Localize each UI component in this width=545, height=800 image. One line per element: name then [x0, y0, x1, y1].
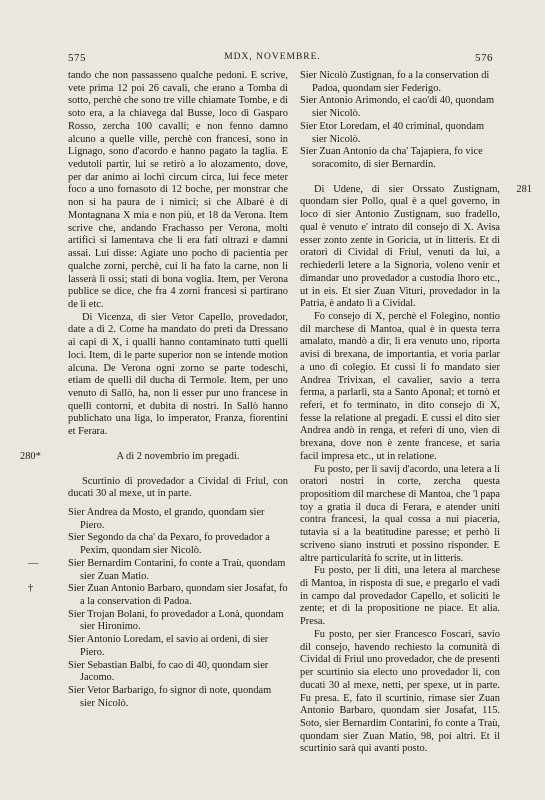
- paragraph-consejo: Fo consejo di X, perchè el Folegino, nontio dil marchese di Mantoa, qual è in questa terra amalato, mandò a dir, li era venuto uno, riporta avisi di brexana, de importantia, et voria parlar a uno di colegio. Et cussi li fo mandato sier Andrea Trivixan, el cavalier, savio a terra ferma, a parlarli, sta a Santo Aponal; et tornò et referì, et fo terminato, in dito consejo di X, fesse la relatione al pregadi. E cussi el dito sier Andrea andò in renga, et referì di uno, vien di brexana, dove non è zente francese, et saria facil impresa etc., ut in relatione.: [300, 310, 500, 462]
- margin-number-280: 280*: [20, 450, 41, 462]
- candidate-item: Sier Bernardim Contarini, fo conte a Traù, quondam sier Zuan Matio.: [68, 557, 286, 582]
- session-heading: A dì 2 novembrio im pregadi.: [116, 450, 240, 462]
- paragraph-posto-foscari: Fu posto, per sier Francesco Foscari, savio dil consejo, havendo rechiesto la comunità di Cividal di Friul uno provedador, che de presenti per scurtinio sia electo uno provedador li, con ducati 30 al mexe, netti, per spexe, ut in parte. Fu presa. E, fato il scurtinio, rimase sier Zuan Antonio Barbaro, quondam sier Josafat, 115. Soto, sier Bernardim Contarini, fo conte a Traù, quondam sier Zuan Matio, 98, poi altri. Et il scurtinio sarà qui avanti posto.: [300, 628, 500, 755]
- candidate-item: Sier Zuan Antonio da cha' Tajapiera, fo vice soracomito, di sier Bernardin.: [300, 146, 483, 171]
- paragraph-vicenza: Di Vicenza, di sier Vetor Capello, provedador, date a dì 2. Come ha mandato do preti da Dressano ai capi di X, i qualli hanno contaminato tutti quelli loci. Item, di le parte superior non se intende motion alcuna. De Verona ogni zorno se parte todeschi, etiam de quelli dil ducha di Termole. Item, per uno venuto di Sallò, ha, non li esser pur uno francese in quelli contorni, et dubita di nostri. In Sallò hanno publichato una liga, lo imperator, Franza, fiorentini et Ferara.: [68, 311, 288, 438]
- candidate-item: Sier Vetor Barbarigo, fo signor di note, quondam sier Nicolò.: [68, 685, 272, 709]
- candidate-item: Sier Antonio Arimondo, el cao'di 40, quondam sier Nicolò.: [300, 95, 495, 120]
- running-header-title: MDX, NOVEMBRE.: [224, 52, 321, 62]
- session-heading-block: [20, 450, 288, 464]
- candidate-item-marked: [28, 583, 288, 608]
- dash-mark: —: [28, 557, 39, 569]
- paragraph-udene: Di Udene, di sier Orssato Zustignam, quondam sier Pollo, qual è a quel governo, in loco di sier Antonio Zustignam, suo fradello, qual è venuto e' intrato dil consejo di X. Avisa esser zonto zente in Goricia, ut in litteris. Et di oratori di Cividal di Friul, venuti da lui, a rechiederli letere a la Signoria, voleno venir et dimandar uno provedador a custodia lhoro etc., ut in eis. Et sier Zuan Vituri, provedador in la Patria, è andato lì a Cividal.: [300, 183, 500, 310]
- paragraph-posto-oratori: Fu posto, per li savij d'acordo, una letera a li oratori nostri in corte, zercha questa propositiom dil marchese di Mantoa, che 'l papa toy a gratia il duca di Ferara, e atender uniti contra francesi, la qual cossa a nui piaceria, tutavia si a la beatitudine paresse; et perhò li scriveno siano instruti et possino risponder. E altre particularità fo scrite, ut in litteris.: [300, 463, 500, 564]
- left-column: [20, 70, 288, 711]
- candidate-item: Sier Sebastian Balbi, fo cao di 40, quondam sier Jacomo.: [68, 659, 269, 684]
- left-page-number: 575: [68, 52, 86, 64]
- margin-number-281: 281: [516, 183, 532, 195]
- candidate-item: Sier Nicolò Zustignan, fo a la conservation di Padoa, quondam sier Federigo.: [300, 70, 490, 94]
- candidate-item: Sier Antonio Loredam, el savio ai ordeni, di sier Piero.: [68, 634, 269, 658]
- candidate-item: Sier Trojan Bolani, fo provedador a Lonà, quondam sier Hironimo.: [68, 608, 284, 633]
- paragraph-scrive: tando che non passasseno qualche pedoni. E scrive, vete prima 12 poi 26 cavali, che erano a Tomba di sotto, perchè che sono tre ville chiamate Tombe, e di soto era, a la chiavega dal Busse, loco di Gasparo Rosso, zercha 100 cavalli; e non fenno damno alcuno a quelle ville, perchè con francesi, sono in Lignago, sono d'acordo e hanno pagato la taglia. E vedutoli partir, lui se retirò a lo alozamento, dove, per dar animo ai lochi circum circa, lui fece meter foco a uno fornasoto di 12 boche, per monstrar che non si ha paura de i nimici; si che Albarè è di Montagnana X mia e non più, et 18 da Verona. Item scrive che, andando Frachasso per Verona, molti artifici si lamentava che li era fati oltrazi e damni assai. Lui disse: Agiate uno pocho di pacientia per qualche zorni, perchè, cui li ha fato la carne, non li lasserà li ossi; stati di bona voglia. Item, per Verona publice se dice, che fra 4 zorni francesi si partirano de li etc.: [68, 70, 288, 310]
- dagger-mark: †: [28, 583, 34, 595]
- paragraph-posto-marchese: Fu posto, per li diti, una letera al marchese di Mantoa, in risposta di sue, e pregarlo el vadi in campo dal provedador Capello, et solicitì le zente; et di la propositione ne piace. Et alia. Presa.: [300, 565, 500, 628]
- candidate-item: Sier Zuan Antonio Barbaro, quondam sier Josafat, fo a la conservation di Padoa.: [68, 583, 288, 608]
- candidate-item: Sier Segondo da cha' da Pexaro, fo provedador a Pexim, quondam sier Nicolò.: [68, 532, 270, 557]
- candidate-item-marked: [28, 557, 288, 583]
- candidate-item: Sier Etor Loredam, el 40 criminal, quondam sier Nicolò.: [300, 120, 485, 145]
- candidate-item: Sier Andrea da Mosto, el grando, quondam sier Piero.: [68, 507, 265, 531]
- right-page-number: 576: [475, 52, 493, 64]
- udene-block: [300, 183, 532, 311]
- scrutinio-heading: Scurtinio di provedador a Cividal di Friul, con ducati 30 al mexe, ut in parte.: [68, 475, 288, 500]
- right-column: [300, 70, 532, 756]
